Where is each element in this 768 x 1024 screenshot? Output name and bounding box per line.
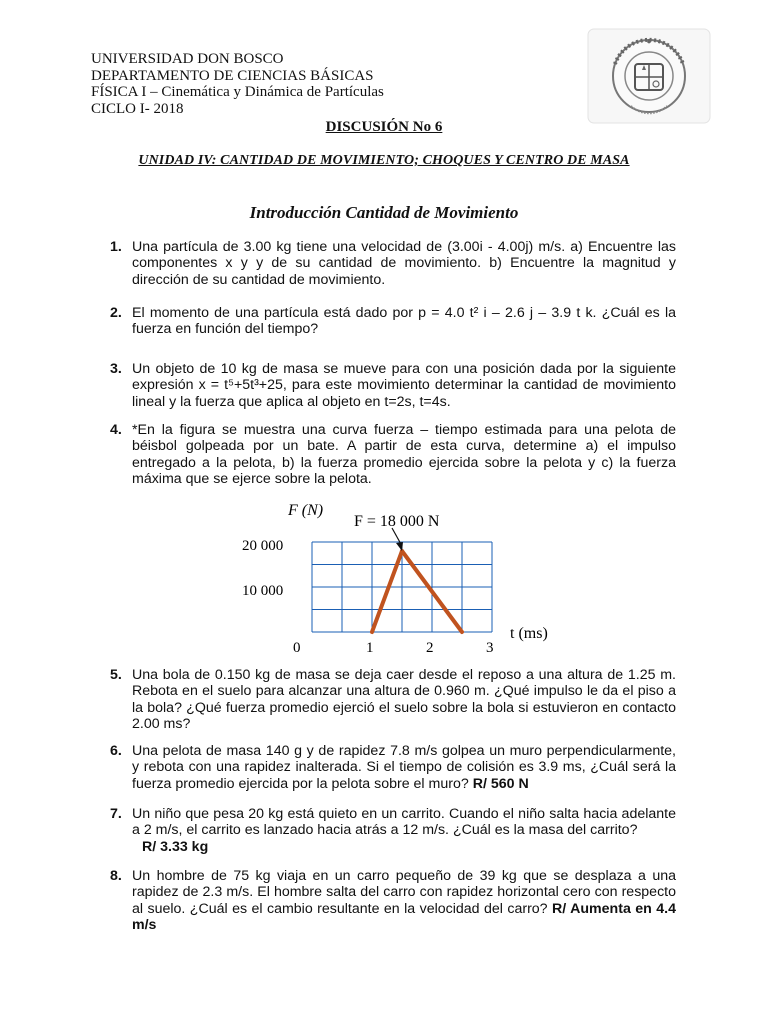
problem-answer: R/ Aumenta en 4.4 m/s [132,900,676,933]
x-tick-2: 2 [426,640,434,656]
problem-number: 1. [110,239,122,255]
annotation-arrowhead [396,542,403,551]
peak-force-annotation: F = 18 000 N [354,513,440,530]
section-title: Introducción Cantidad de Movimiento [249,203,519,222]
discussion-title: DISCUSIÓN No 6 [325,119,443,135]
cycle-label: CICLO I- 2018 [91,100,184,117]
problem-text: Una pelota de masa 140 g y de rapidez 7.8 m/s golpea un muro perpendicularmente, y rebota con una rapidez inalterada. Si el tiempo de colisión es 3.9 ms, ¿Cuál será la fuerza promedio ejercida por la pelota sobre el muro? [132,743,676,792]
problem-number: 2. [110,305,122,321]
problem-number: 6. [110,743,122,759]
y-tick-20000: 20 000 [242,538,284,554]
problem-number: 7. [110,806,122,822]
problem-text: Un hombre de 75 kg viaja en un carro pequeño de 39 kg que se desplaza a una rapidez de 2.3 m/s. El hombre salta del carro con rapidez horizontal cero con respecto al suelo. ¿Cuál es el cambio resultante en la velocidad del carro? [132,868,676,917]
x-axis-label: t (ms) [510,625,548,642]
unit-title: UNIDAD IV: CANTIDAD DE MOVIMIENTO; CHOQUES Y CENTRO DE MASA [138,153,630,168]
problem-number: 4. [110,422,122,438]
y-axis-label: F (N) [288,502,324,519]
problem-number: 3. [110,361,122,377]
department-name: DEPARTAMENTO DE CIENCIAS BÁSICAS [91,67,374,84]
problem-text: *En la figura se muestra una curva fuerza – tiempo estimada para una pelota de béisbol golpeada por un bate. A partir de esta curva, determine a) el impulso entregado a la pelota, b) la fuerza promedio ejercida sobre la pelota y c) la fuerza máxima que se ejerce sobre la pelota. [132,422,676,487]
university-name: UNIVERSIDAD DON BOSCO [91,51,284,67]
x-tick-1: 1 [366,640,374,656]
force-rise-line [372,551,402,632]
problem-text: Una bola de 0.150 kg de masa se deja caer desde el reposo a una altura de 1.25 m. Rebota en el suelo para alcanzar una altura de 0.960 m. ¿Qué impulso le da el piso a la bola? ¿Qué fuerza promedio ejerció el suelo sobre la bola si estuvieron en contacto 2.00 ms? [132,667,676,732]
university-seal-logo [587,28,711,124]
x-tick-3: 3 [486,640,494,656]
problem-text: Un objeto de 10 kg de masa se mueve para con una posición dada por la siguiente expresión x = t⁵+5t³+25, para este movimiento determinar la cantidad de movimiento lineal y la fuerza que aplica al objeto en t=2s, t=4s. [132,361,676,410]
x-tick-0: 0 [293,640,301,656]
institution-header [91,51,384,117]
problem-number: 8. [110,868,122,884]
course-name: FÍSICA I – Cinemática y Dinámica de Partículas [91,84,384,100]
problem-text: El momento de una partícula está dado por p = 4.0 t² i – 2.6 j – 3.9 t k. ¿Cuál es la fuerza en función del tiempo? [132,305,676,338]
force-time-graph [230,498,570,658]
problem-text: Un niño que pesa 20 kg está quieto en un carrito. Cuando el niño salta hacia adelante a 2 m/s, el carrito es lanzado hacia atrás a 12 m/s. ¿Cuál es la masa del carrito? [132,806,676,839]
y-tick-10000: 10 000 [242,583,284,599]
problem-number: 5. [110,667,122,683]
problem-answer: R/ 560 N [472,775,529,792]
problem-text: Una partícula de 3.00 kg tiene una velocidad de (3.00i - 4.00j) m/s. a) Encuentre las componentes x y y de su cantidad de movimiento. b) Encuentre la magnitud y dirección de su cantidad de movimiento. [132,239,676,288]
problem-answer: R/ 3.33 kg [142,838,209,855]
